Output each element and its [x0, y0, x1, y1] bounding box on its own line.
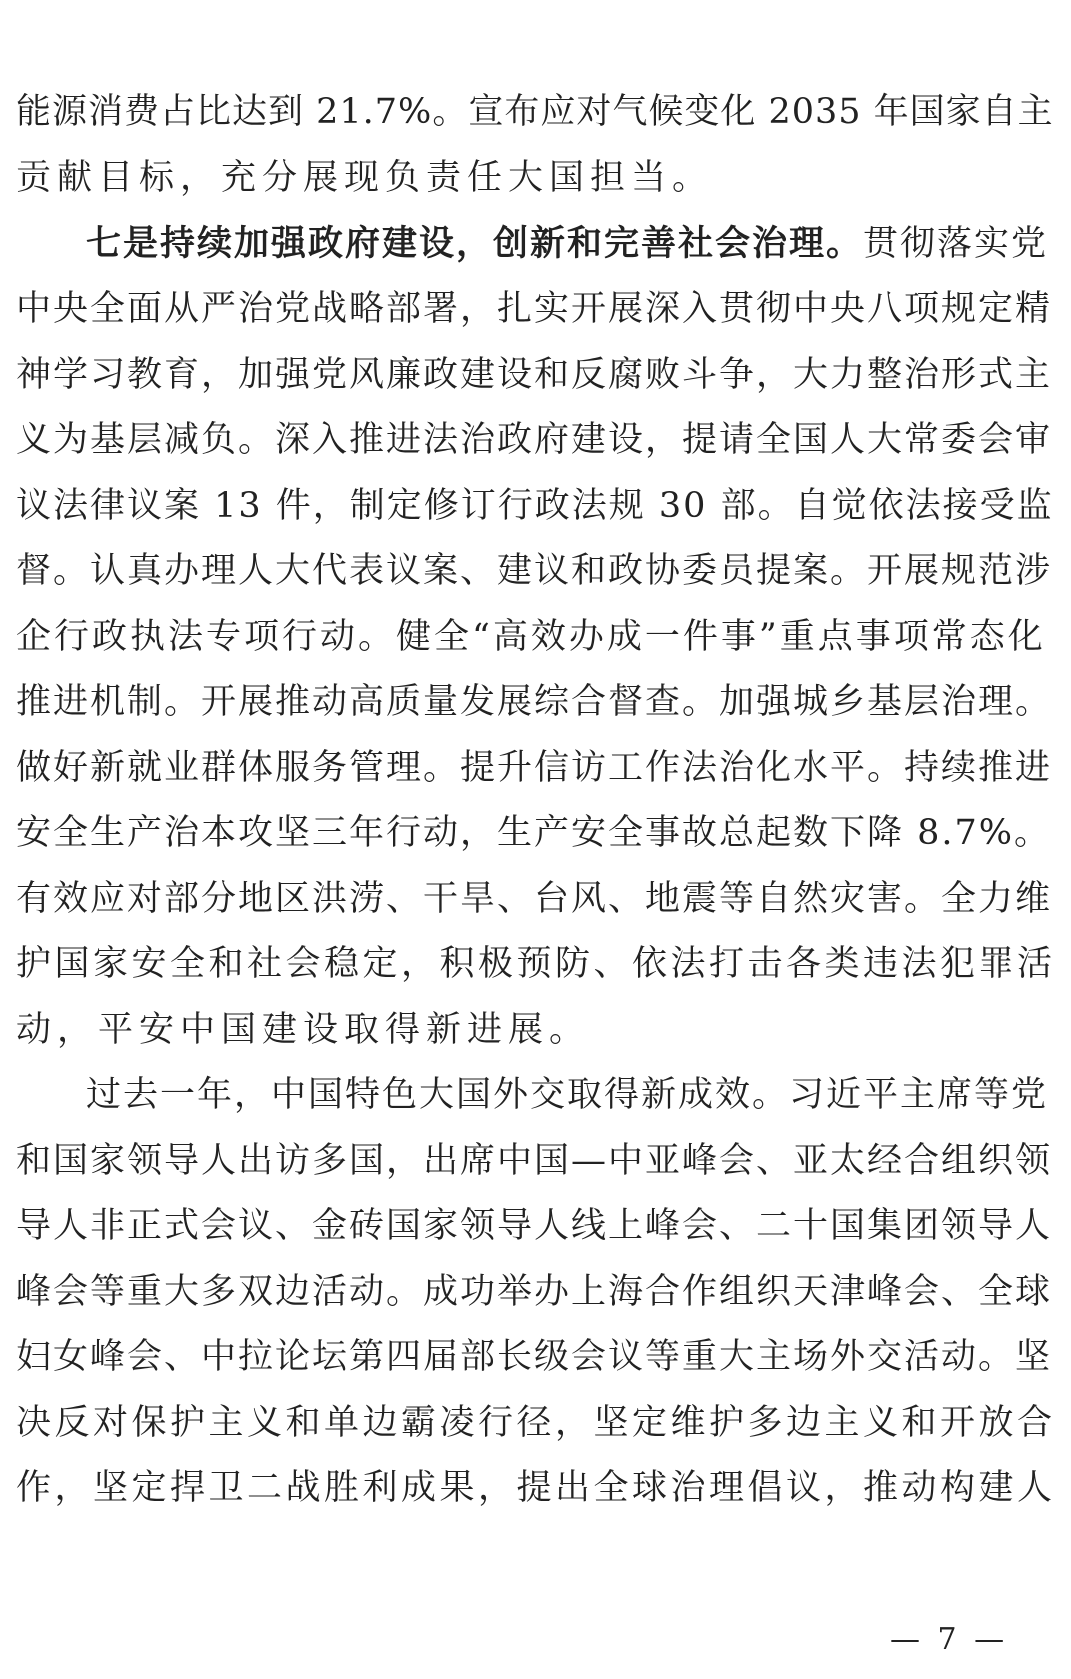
page-number: — 7 —: [890, 1622, 1009, 1657]
text-span: 贯彻落实党: [863, 224, 1049, 264]
text-line: 做好新就业群体服务管理。提升信访工作法治化水平。持续推进: [16, 748, 1053, 788]
text-line: 导人非正式会议、金砖国家领导人线上峰会、二十国集团领导人: [16, 1206, 1053, 1246]
text-line: 和国家领导人出访多国，出席中国—中亚峰会、亚太经合组织领: [16, 1141, 1053, 1181]
text-line: 有效应对部分地区洪涝、干旱、台风、地震等自然灾害。全力维: [16, 879, 1053, 919]
text-line: 作，坚定捍卫二战胜利成果，提出全球治理倡议，推动构建人: [16, 1468, 1056, 1508]
text-line: 督。认真办理人大代表议案、建议和政协委员提案。开展规范涉: [16, 551, 1053, 591]
text-line: 动，平安中国建设取得新进展。: [16, 1010, 591, 1050]
text-line: 中央全面从严治党战略部署，扎实开展深入贯彻中央八项规定精: [16, 289, 1053, 329]
text-line: 义为基层减负。深入推进法治政府建设，提请全国人大常委会审: [16, 420, 1053, 460]
text-line: 峰会等重大多双边活动。成功举办上海合作组织天津峰会、全球: [16, 1272, 1053, 1312]
text-line: 妇女峰会、中拉论坛第四届部长级会议等重大主场外交活动。坚: [16, 1337, 1053, 1377]
paragraph-first-line: 过去一年，中国特色大国外交取得新成效。习近平主席等党: [86, 1075, 1049, 1115]
text-line: 决反对保护主义和单边霸凌行径，坚定维护多边主义和开放合: [16, 1403, 1056, 1443]
text-line: 安全生产治本攻坚三年行动，生产安全事故总起数下降 8.7%。: [16, 813, 1052, 853]
text-line: 神学习教育，加强党风廉政建设和反腐败斗争，大力整治形式主: [16, 355, 1053, 395]
text-line: 贡献目标，充分展现负责任大国担当。: [16, 158, 714, 198]
text-line: 议法律议案 13 件，制定修订行政法规 30 部。自觉依法接受监: [16, 486, 1054, 526]
text-line: 能源消费占比达到 21.7%。宣布应对气候变化 2035 年国家自主: [16, 92, 1054, 132]
paragraph-first-line: [86, 215, 1056, 273]
text-line: 企行政执法专项行动。健全“高效办成一件事”重点事项常态化: [16, 617, 1046, 657]
section-heading: 七是持续加强政府建设，创新和完善社会治理。: [86, 224, 864, 264]
text-line: 护国家安全和社会稳定，积极预防、依法打击各类违法犯罪活: [16, 944, 1056, 984]
text-line: 推进机制。开展推动高质量发展综合督查。加强城乡基层治理。: [16, 682, 1053, 722]
